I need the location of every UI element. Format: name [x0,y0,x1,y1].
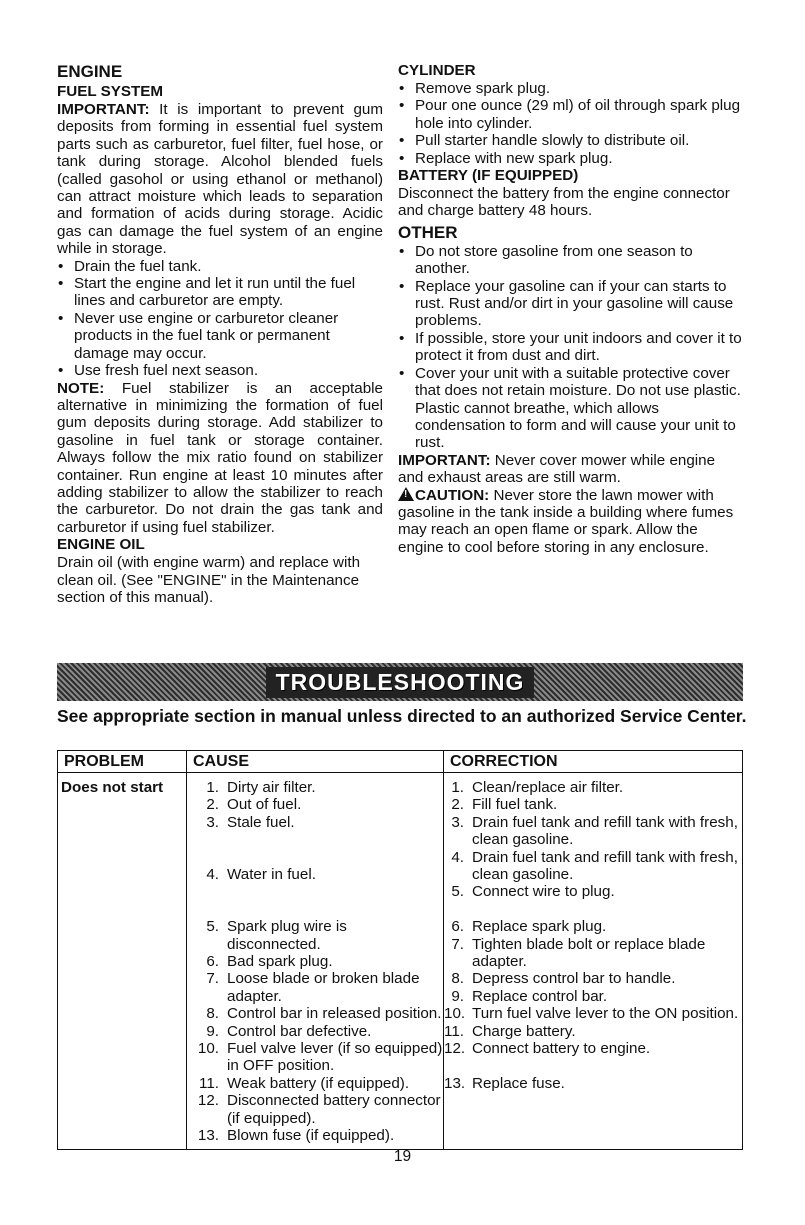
list-item [187,1023,443,1040]
item-text: Replace control bar. [472,987,608,1005]
important-text: Never cover mower while engine and exhaust areas are still warm. [398,451,716,487]
item-text: Replace spark plug. [472,918,607,936]
list-item [444,1005,742,1022]
important-warm-paragraph [398,452,743,487]
list-item: • Start the engine and let it run until the fuel lines and carburetor are empty. [57,275,383,310]
item-text: Water in fuel. [227,866,316,884]
item-number: 9. [451,987,464,1005]
list-item: • Replace with new spark plug. [398,150,743,167]
list-item [187,866,443,883]
item-number: 9. [206,1022,219,1040]
item-number: 6. [451,918,464,936]
other-bullet-list [398,243,743,452]
item-number: 10. [197,1040,219,1058]
item-text: Out of fuel. [227,796,302,814]
item-number: 8. [451,970,464,988]
item-number: 2. [451,796,464,814]
item-number: 12. [197,1092,219,1110]
item-text: Connect battery to engine. [472,1040,651,1058]
item-number: 12. [444,1040,466,1058]
banner-title: TROUBLESHOOTING [266,667,535,698]
item-number: 5. [451,883,464,901]
note-text: Fuel stabilizer is an acceptable alternative in minimizing the formation of fuel gum deposits during storage. Add stabilizer to gasoline in fuel tank or storage container. Always follow the mix ratio found on stabilizer container. Run engine at least 10 minutes after adding stabilizer to allow the stabilizer to reach the carburetor. Do not drain the gas tank and carburetor if using fuel stabilizer. [57,379,383,536]
item-text: Fuel valve lever (if so equipped) in OFF position. [227,1040,443,1075]
list-item [444,936,742,971]
table-row [58,773,743,1150]
item-text: Drain fuel tank and refill tank with fresh, clean gasoline. [472,848,738,884]
item-text: Loose blade or broken blade adapter. [227,970,420,1005]
item-text: Tighten blade bolt or replace blade adapter. [472,935,706,971]
item-number: 11. [444,1022,464,1040]
list-item [444,970,742,987]
list-item [187,1005,443,1022]
list-item [187,953,443,970]
list-item: • Never use engine or carburetor cleaner products in the fuel tank or permanent damage may occur. [57,310,383,362]
table-header-row [58,751,743,773]
problem-cell: Does not start [58,773,187,1150]
list-item [444,796,742,813]
list-item [444,883,742,900]
item-text: Dirty air filter. [227,779,316,796]
list-item [187,1040,443,1075]
list-item [444,918,742,935]
list-item: • Cover your unit with a suitable protective cover that does not retain moisture. Do not use plastic. Plastic cannot breathe, which allows condensation to form and will cause your unit to rust. [398,365,743,452]
troubleshooting-banner [57,663,743,701]
header-cause: CAUSE [187,751,444,773]
item-number: 1. [451,779,464,796]
caution-label: CAUTION: [415,486,490,504]
list-item [187,918,443,953]
item-number: 13. [444,1074,466,1092]
item-text: Replace fuse. [472,1074,565,1092]
engine-heading: ENGINE [57,62,123,81]
warning-triangle-icon [398,487,414,501]
cylinder-heading: CYLINDER [398,62,476,79]
list-item: • Pour one ounce (29 ml) of oil through spark plug hole into cylinder. [398,97,743,132]
item-text: Connect wire to plug. [472,883,615,901]
list-item [444,1040,742,1057]
fuel-important-paragraph [57,101,383,258]
note-paragraph [57,380,383,537]
item-number: 13. [197,1127,219,1145]
engine-oil-heading: ENGINE OIL [57,536,145,554]
list-item: • Use fresh fuel next season. [57,362,383,379]
item-text: Depress control bar to handle. [472,970,676,988]
item-text: Spark plug wire is disconnected. [227,918,347,953]
left-column [57,62,383,606]
item-number: 1. [206,779,219,796]
item-number: 11. [199,1074,219,1092]
page-number: 19 [393,1148,412,1165]
list-item [444,849,742,884]
list-item [444,1023,742,1040]
item-text: Control bar in released position. [227,1005,442,1023]
list-item: • Pull starter handle slowly to distribute oil. [398,132,743,149]
intro-text: See appropriate section in manual unless directed to an authorized Service Center. [57,706,747,726]
item-number: 3. [206,813,219,831]
item-number: 7. [451,935,464,953]
list-item [444,988,742,1005]
item-number: 7. [206,970,219,988]
list-item: • If possible, store your unit indoors and cover it to protect it from dust and dirt. [398,330,743,365]
list-item [444,814,742,849]
item-number: 6. [206,953,219,971]
item-text: Bad spark plug. [227,953,333,971]
list-item: • Drain the fuel tank. [57,258,383,275]
header-problem: PROBLEM [58,751,187,773]
cylinder-bullet-list [398,80,743,167]
troubleshooting-table [57,750,743,1150]
item-text: Clean/replace air filter. [472,779,624,796]
item-number: 5. [206,918,219,936]
other-heading: OTHER [398,222,458,242]
caution-text: Never store the lawn mower with gasoline in the tank inside a building where fumes may reach an open flame or spark. Allow the engine to cool before storing in any enclosure. [398,486,734,556]
item-text: Drain fuel tank and refill tank with fresh, clean gasoline. [472,813,738,849]
fuel-system-heading: FUEL SYSTEM [57,83,164,100]
item-number: 2. [206,796,219,814]
list-item [187,779,443,796]
header-correction: CORRECTION [444,751,743,773]
list-item [187,1127,443,1144]
engine-oil-paragraph: Drain oil (with engine warm) and replace with clean oil. (See "ENGINE" in the Maintenance section of this manual). [57,554,361,606]
important-label: IMPORTANT: [398,451,491,469]
item-number: 10. [444,1005,466,1023]
item-number: 4. [451,848,464,866]
item-number: 4. [206,866,219,884]
list-item [187,1075,443,1092]
item-text: Turn fuel valve lever to the ON position. [472,1005,739,1023]
item-text: Control bar defective. [227,1022,372,1040]
item-text: Weak battery (if equipped). [227,1074,410,1092]
item-text: Fill fuel tank. [472,796,558,814]
list-item [187,814,443,831]
right-column [398,62,743,556]
correction-cell [444,773,743,1150]
list-item [444,1075,742,1092]
list-item: • Remove spark plug. [398,80,743,97]
list-item [444,779,742,796]
item-text: Blown fuse (if equipped). [227,1127,395,1145]
battery-heading: BATTERY (IF EQUIPPED) [398,167,579,185]
item-number: 3. [451,813,464,831]
item-text: Stale fuel. [227,813,295,831]
list-item [187,970,443,1005]
item-text: Disconnected battery connector (if equipped). [227,1092,441,1127]
item-text: Charge battery. [472,1022,576,1040]
cause-cell [187,773,444,1150]
note-label: NOTE: [57,379,105,397]
list-item [187,796,443,813]
list-item: • Do not store gasoline from one season to another. [398,243,743,278]
important-label: IMPORTANT: [57,101,150,118]
list-item: • Replace your gasoline can if your can starts to rust. Rust and/or dirt in your gasoline will cause problems. [398,278,743,330]
list-item [187,1092,443,1127]
fuel-bullet-list [57,258,383,380]
important-text: It is important to prevent gum deposits from forming in essential fuel system parts such as carburetor, fuel filter, fuel hose, or tank during storage. Alcohol blended fuels (called gasohol or using ethanol or methanol) can attract moisture which leads to separation and formation of acids during storage. Acidic gas can damage the fuel system of an engine while in storage. [57,101,383,258]
item-number: 8. [206,1005,219,1023]
battery-paragraph: Disconnect the battery from the engine connector and charge battery 48 hours. [398,185,730,220]
caution-paragraph [398,487,743,557]
